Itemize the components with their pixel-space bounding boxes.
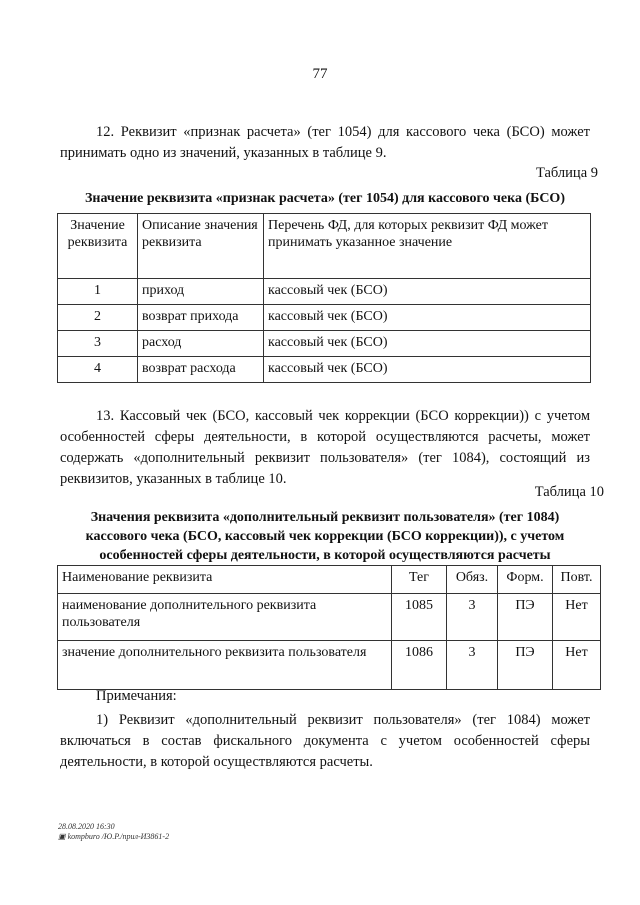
notes-heading: Примечания: — [96, 688, 177, 704]
table-row: 4 возврат расхода кассовый чек (БСО) — [58, 357, 591, 383]
table10-title: Значения реквизита «дополнительный реквизит пользователя» (тег 1084) кассового чека (БСО, кассовый чек коррекции (БСО коррекции)), с учетом особенностей сферы деятельности, в которой осуществляются расчеты — [85, 510, 565, 563]
table-row: 3 расход кассовый чек (БСО) — [58, 331, 591, 357]
file-icon: ▣ — [58, 832, 68, 841]
header-cell: Перечень ФД, для которых реквизит ФД может принимать указанное значение — [264, 214, 591, 279]
footer-date: 28.08.2020 16:30 — [58, 822, 115, 831]
header-cell: Обяз. — [447, 566, 498, 594]
table9-title: Значение реквизита «признак расчета» (тег 1054) для кассового чека (БСО) — [85, 191, 565, 206]
header-cell: Значение реквизита — [58, 214, 138, 279]
note-1: 1) Реквизит «дополнительный реквизит пользователя» (тег 1084) может включаться в состав фискального документа с учетом особенностей сферы деятельности, в которой осуществляются расчеты. — [60, 712, 590, 770]
header-cell: Описание значения реквизита — [138, 214, 264, 279]
header-cell: Тег — [392, 566, 447, 594]
paragraph-12: 12. Реквизит «признак расчета» (тег 1054) для кассового чека (БСО) может принимать одно из значений, указанных в таблице 9. — [60, 124, 590, 161]
header-cell: Повт. — [553, 566, 601, 594]
table-row: 1 приход кассовый чек (БСО) — [58, 279, 591, 305]
table-row: 2 возврат прихода кассовый чек (БСО) — [58, 305, 591, 331]
header-cell: Форм. — [498, 566, 553, 594]
table-row: наименование дополнительного реквизита пользователя 1085 3 ПЭ Нет — [58, 594, 601, 641]
header-cell: Наименование реквизита — [58, 566, 392, 594]
paragraph-13: 13. Кассовый чек (БСО, кассовый чек коррекции (БСО коррекции)) с учетом особенностей сферы деятельности, в которой осуществляются расчеты, может содержать «дополнительный реквизит пользователя» (тег 1084), состоящий из реквизитов, указанных в таблице 10. — [60, 408, 590, 487]
page-number: 77 — [312, 66, 328, 82]
table-9 — [57, 213, 591, 383]
footer-path: ▣ kompburo /Ю.Р./прил-И3861-2 — [58, 832, 170, 841]
table-10 — [57, 565, 601, 690]
table10-label: Таблица 10 — [534, 484, 604, 500]
table9-label: Таблица 9 — [535, 165, 598, 181]
table-row: значение дополнительного реквизита пользователя 1086 3 ПЭ Нет — [58, 641, 601, 690]
